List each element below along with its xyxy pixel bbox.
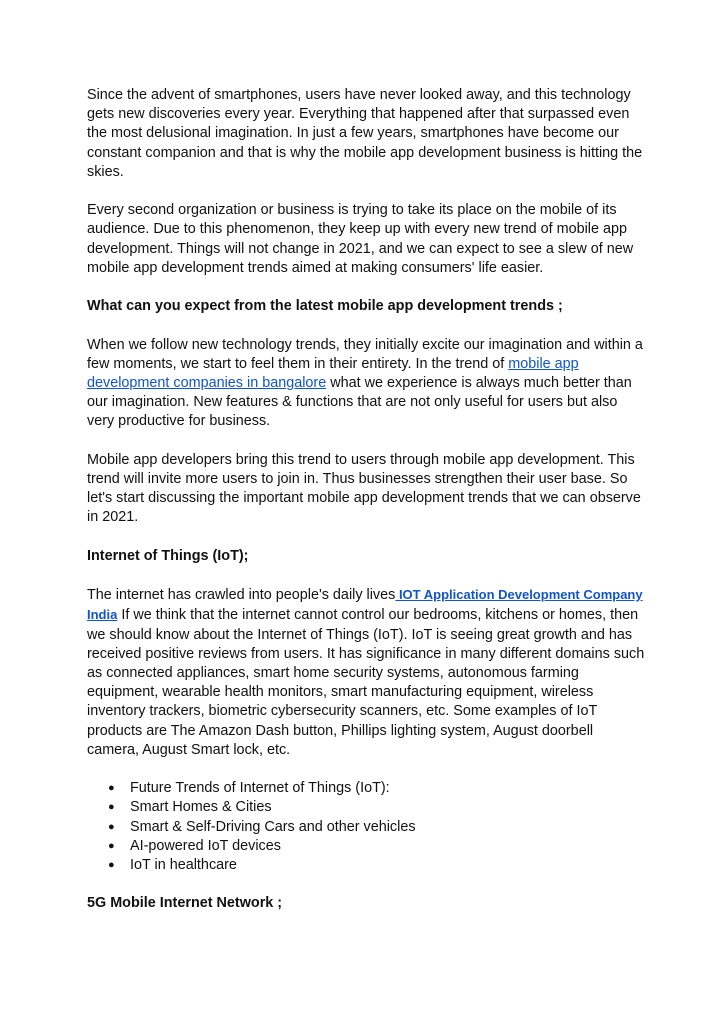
trends-text-after-link: what we experience is always much better than our imagination. New features & functions that are not only useful for users but also very productive for business.: [87, 375, 632, 430]
iot-paragraph: [87, 585, 647, 760]
document-page: [87, 86, 647, 933]
trends-heading: What can you expect from the latest mobile app development trends ;: [87, 298, 563, 315]
iot-text-after-link: If we think that the internet cannot control our bedrooms, kitchens or homes, then we should know about the Internet of Things (IoT). IoT is seeing great growth and has received positive reviews from users. It has significance in many different domains such as connected appliances, smart home security systems, autonomous farming equipment, wearable health monitors, smart manufacturing equipment, wireless inventory trackers, biometric cybersecurity scanners, etc. Some examples of IoT products are The Amazon Dash button, Phillips lighting system, August doorbell camera, August Smart lock, etc.: [87, 607, 645, 758]
5g-heading: 5G Mobile Internet Network ;: [87, 895, 283, 912]
list-item: [108, 779, 647, 798]
list-item-text: Smart & Self-Driving Cars and other vehicles: [130, 818, 416, 835]
developers-paragraph: Mobile app developers bring this trend to users through mobile app development. This trend will invite more users to join in. Thus businesses strengthen their user base. So let's start discussing the important mobile app development trends that we can observe in 2021.: [87, 451, 641, 526]
list-item: [108, 798, 647, 817]
technology-trends-paragraph: [87, 336, 647, 432]
list-item: [108, 818, 647, 837]
bullet-icon: ●: [108, 782, 115, 795]
bullet-icon: ●: [108, 820, 115, 833]
list-item: [108, 856, 647, 875]
list-item-text: Future Trends of Internet of Things (IoT):: [130, 780, 390, 797]
iot-heading: Internet of Things (IoT);: [87, 547, 249, 564]
intro-paragraph: Since the advent of smartphones, users have never looked away, and this technology gets new discoveries every year. Everything that happened after that surpassed even the most delusional imagination. In just a few years, smartphones have become our constant companion and that is why the mobile app development business is hitting the skies.: [87, 87, 643, 180]
bullet-icon: ●: [108, 801, 115, 814]
list-item-text: Smart Homes & Cities: [130, 799, 272, 816]
iot-text-before-link: The internet has crawled into people's daily lives: [87, 587, 396, 604]
bullet-icon: ●: [108, 859, 115, 872]
list-item: [108, 837, 647, 856]
list-item-text: IoT in healthcare: [130, 857, 237, 874]
trends-text-before-link: When we follow new technology trends, they initially excite our imagination and within a few moments, we start to feel them in their entirety. In the trend of: [87, 336, 643, 372]
iot-trends-list: [87, 779, 647, 875]
organization-paragraph: Every second organization or business is trying to take its place on the mobile of its audience. Due to this phenomenon, they keep up with every new trend of mobile app development. Things will not change in 2021, and we can expect to see a slew of new mobile app development trends aimed at making consumers' life easier.: [87, 202, 634, 276]
iot-company-link[interactable]: IOT Application Development Company India: [87, 587, 643, 623]
list-item-text: AI-powered IoT devices: [130, 837, 281, 854]
mobile-app-companies-link[interactable]: mobile app development companies in bangalore: [87, 355, 579, 391]
bullet-icon: ●: [108, 839, 115, 852]
